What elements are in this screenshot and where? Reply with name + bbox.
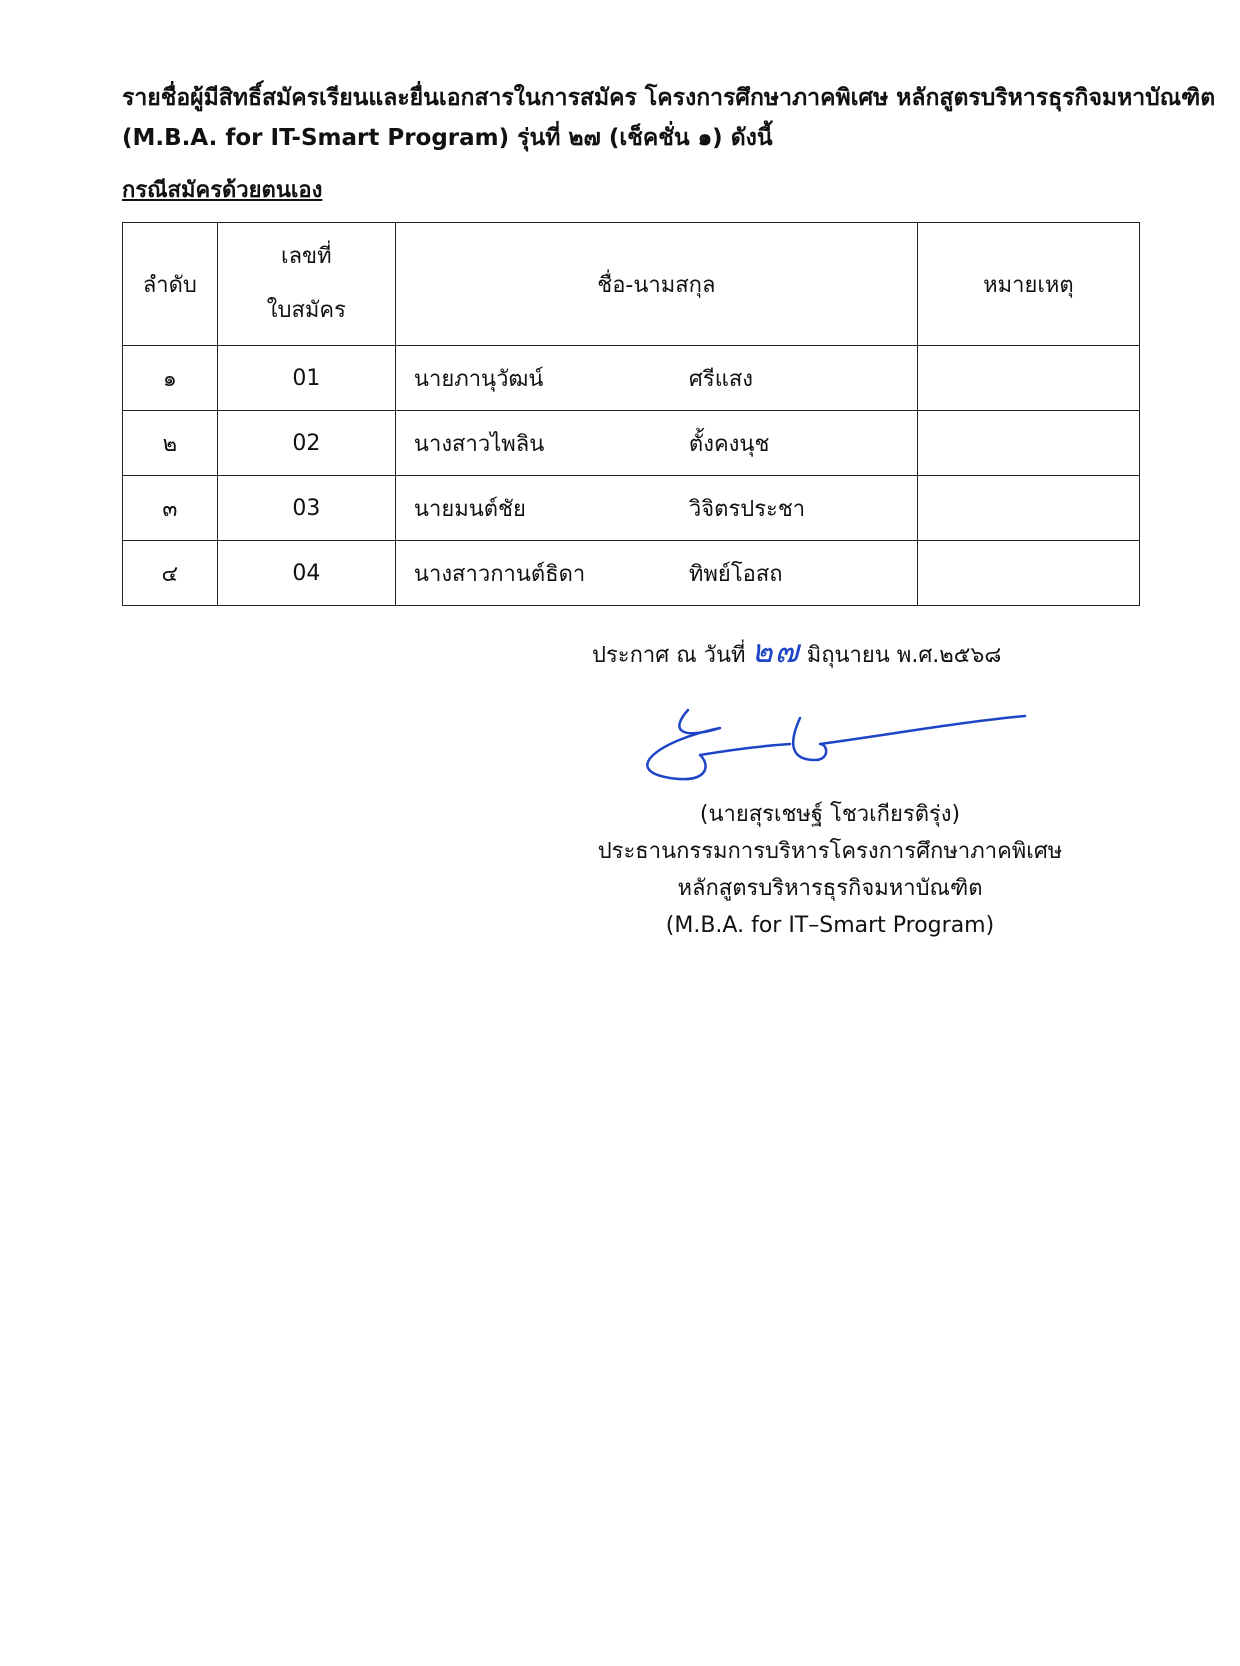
- table-row: [123, 476, 1140, 541]
- header-application-no-line2: ใบสมัคร: [266, 298, 346, 323]
- announcement-day-handwritten: ๒๗: [751, 632, 801, 670]
- row-remark: [917, 541, 1139, 606]
- row-last-name: ทิพย์โอสถ: [688, 561, 783, 587]
- header-name: ชื่อ-นามสกุล: [395, 223, 917, 346]
- row-remark: [917, 346, 1139, 411]
- row-name: [395, 541, 917, 606]
- row-last-name: ศรีแสง: [688, 366, 754, 392]
- row-name: [395, 411, 917, 476]
- document-heading: [122, 78, 1216, 158]
- row-first-name: นางสาวกานต์ธิดา: [413, 561, 586, 587]
- row-last-name: ตั้งคงนุช: [688, 431, 770, 457]
- heading-line-2: (M.B.A. for IT-Smart Program) รุ่นที่ ๒๗ (เช็คชั่น ๑) ดังนี้: [122, 125, 773, 151]
- row-application-no: 02: [217, 411, 395, 476]
- table-header-row: [123, 223, 1140, 346]
- announcement-prefix: ประกาศ ณ วันที่: [592, 643, 746, 668]
- row-first-name: นายมนต์ชัย: [413, 496, 526, 522]
- header-application-no: [217, 223, 395, 346]
- row-first-name: นายภานุวัฒน์: [413, 366, 544, 392]
- header-order: ลำดับ: [123, 223, 218, 346]
- row-application-no: 04: [217, 541, 395, 606]
- signatory-name: (นายสุรเชษฐ์ โชวเกียรติรุ่ง): [699, 802, 961, 827]
- header-remark: หมายเหตุ: [917, 223, 1139, 346]
- applicant-table: [122, 222, 1140, 606]
- heading-line-1: รายชื่อผู้มีสิทธิ์สมัครเรียนและยื่นเอกสารในการสมัคร โครงการศึกษาภาคพิเศษ หลักสูตรบริหารธุรกิจมหาบัณฑิต: [122, 85, 1216, 111]
- row-remark: [917, 411, 1139, 476]
- signature-image: [640, 700, 1040, 790]
- header-application-no-line1: เลขที่: [281, 244, 332, 269]
- signatory-block: [560, 796, 1100, 944]
- row-order: ๓: [123, 476, 218, 541]
- row-application-no: 01: [217, 346, 395, 411]
- signatory-title-1: ประธานกรรมการบริหารโครงการศึกษาภาคพิเศษ: [597, 839, 1063, 864]
- row-first-name: นางสาวไพลิน: [413, 431, 545, 457]
- row-name: [395, 346, 917, 411]
- table-row: [123, 346, 1140, 411]
- signatory-title-2: หลักสูตรบริหารธุรกิจมหาบัณฑิต: [677, 876, 983, 901]
- row-application-no: 03: [217, 476, 395, 541]
- signatory-title-3: (M.B.A. for IT–Smart Program): [665, 913, 995, 938]
- announcement-date: [592, 626, 1001, 677]
- row-remark: [917, 476, 1139, 541]
- section-subheading: กรณีสมัครด้วยตนเอง: [122, 178, 323, 203]
- table-row: [123, 541, 1140, 606]
- announcement-suffix: มิถุนายน พ.ศ.๒๕๖๘: [806, 643, 1002, 668]
- table-row: [123, 411, 1140, 476]
- row-order: ๔: [123, 541, 218, 606]
- row-last-name: วิจิตรประชา: [688, 496, 806, 522]
- row-order: ๒: [123, 411, 218, 476]
- row-order: ๑: [123, 346, 218, 411]
- row-name: [395, 476, 917, 541]
